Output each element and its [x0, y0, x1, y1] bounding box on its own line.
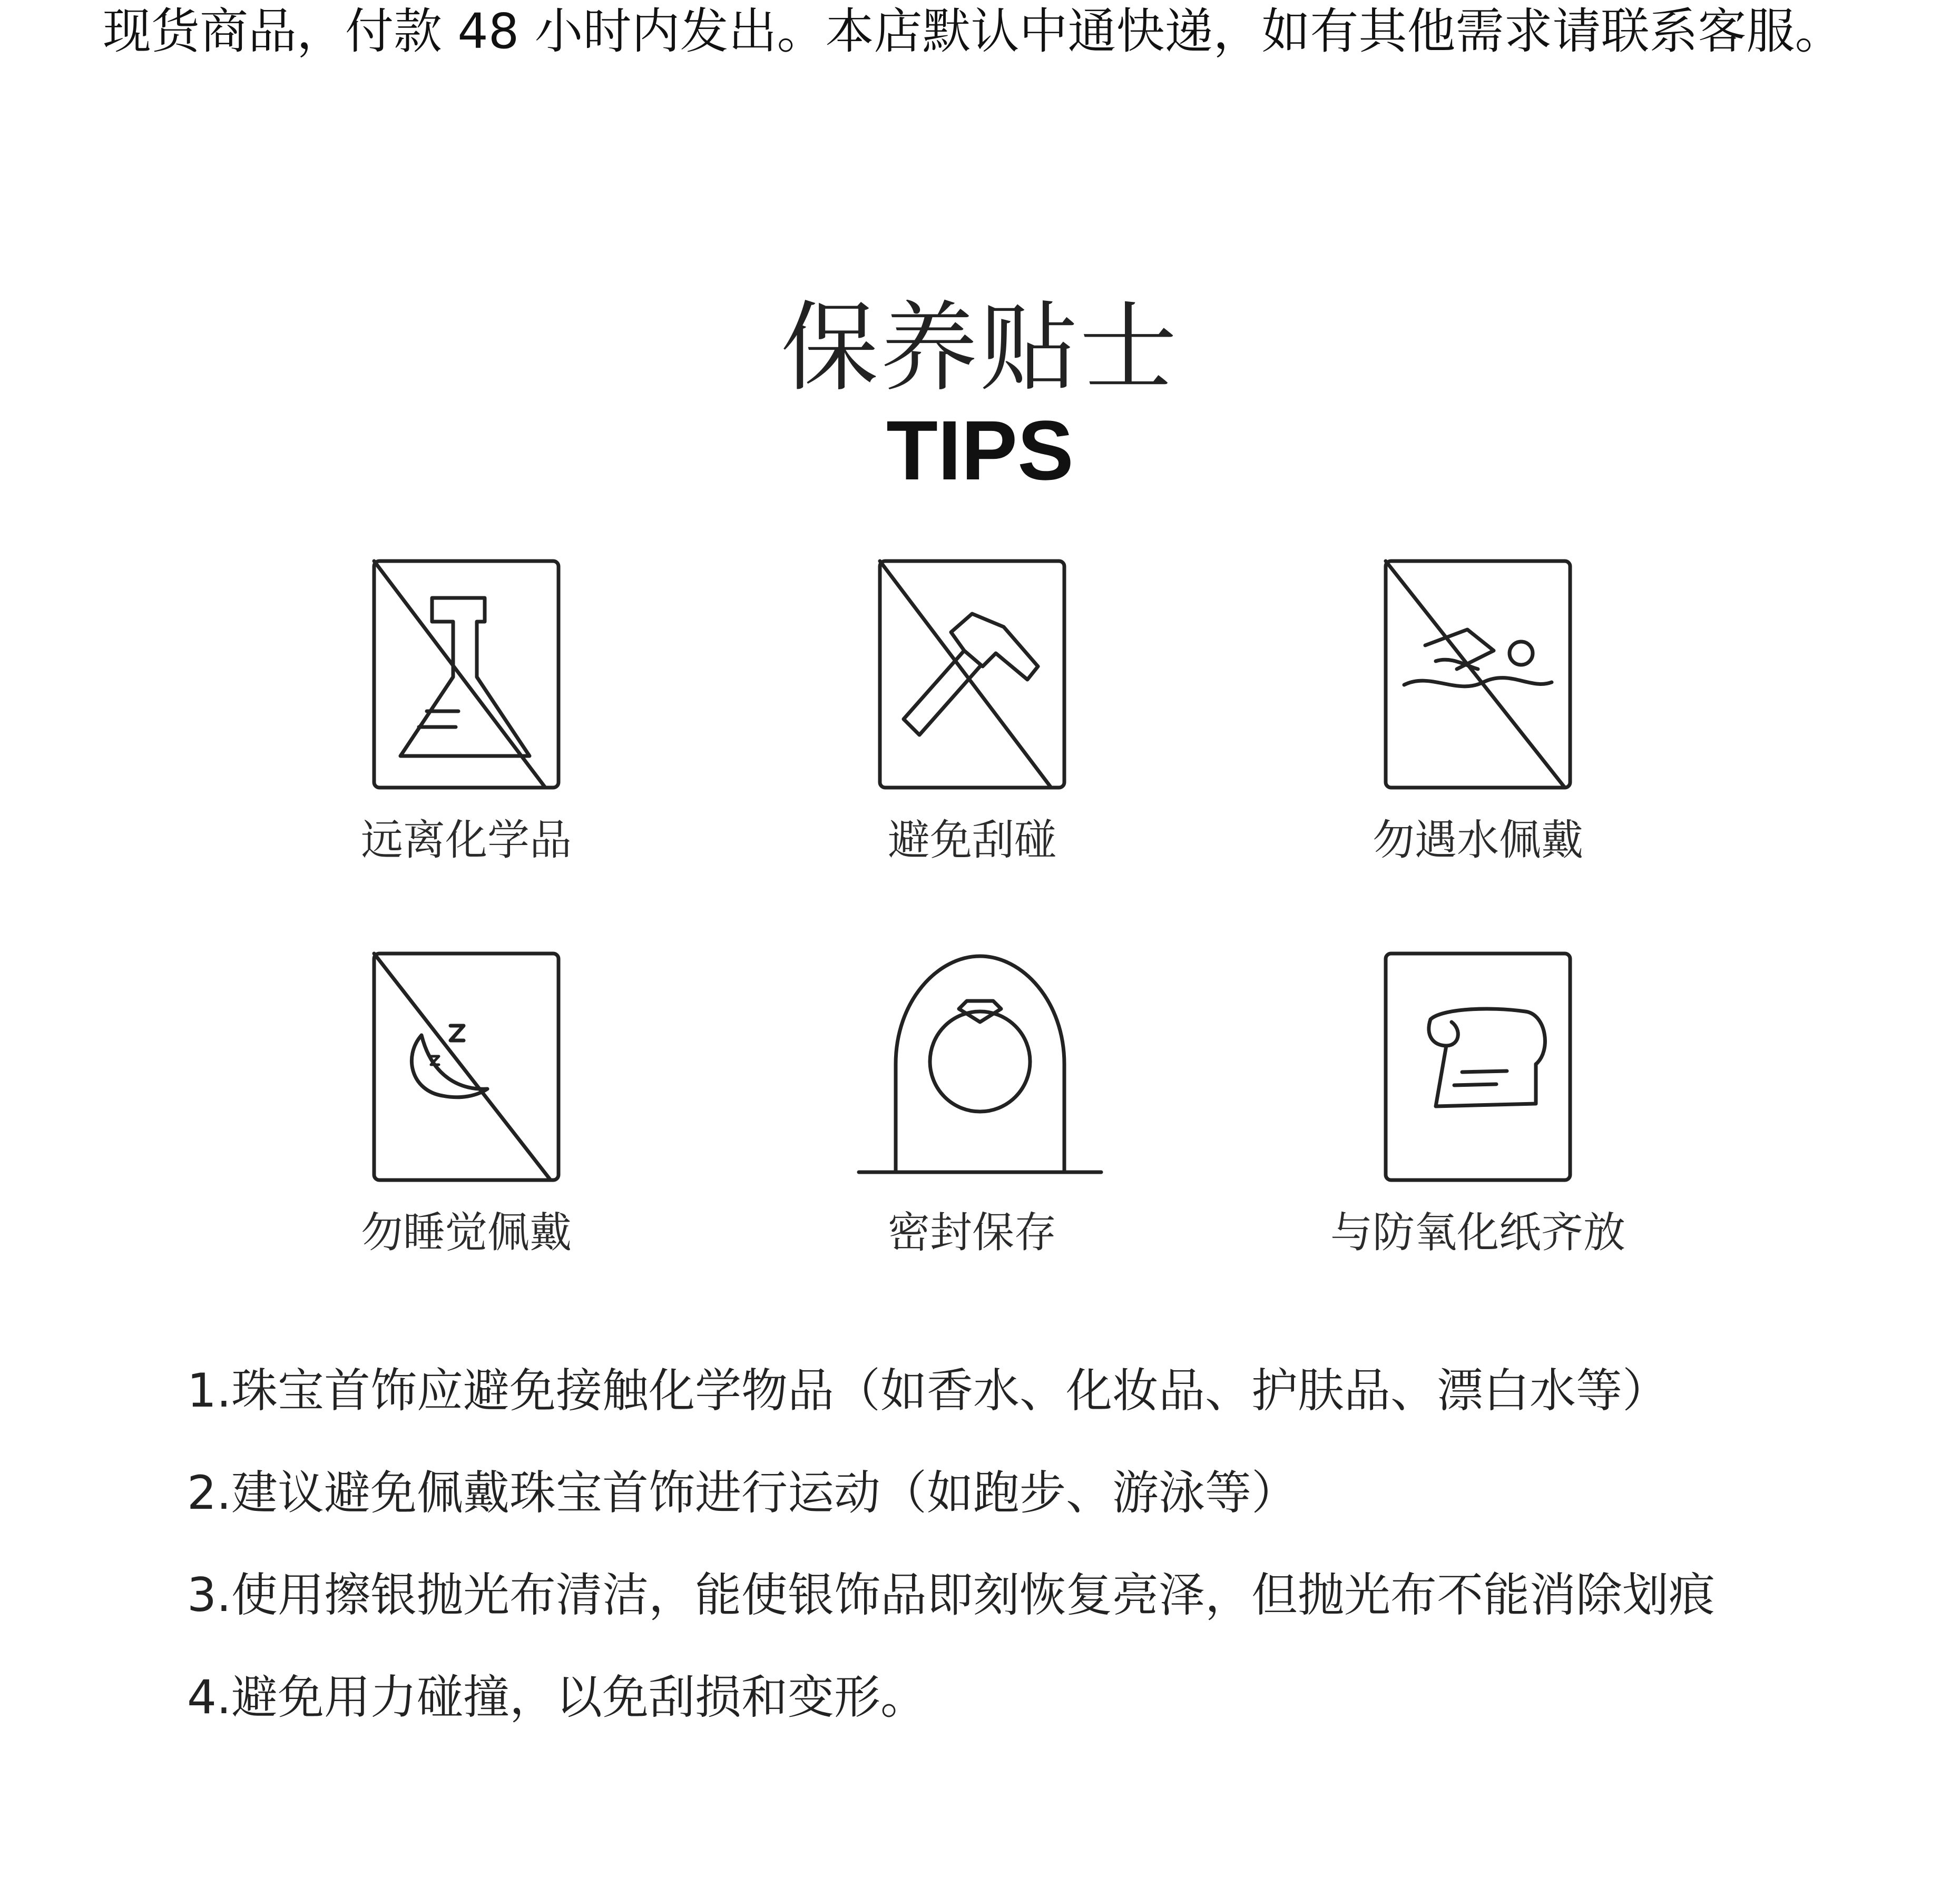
section-subtitle: TIPS: [886, 403, 1074, 497]
list-item: 4.避免用力碰撞，以免刮损和变形。: [187, 1670, 927, 1724]
icon-label: 勿遇水佩戴: [1373, 816, 1583, 865]
list-item: 2.建议避免佩戴珠宝首饰进行运动（如跑步、游泳等）: [187, 1466, 1298, 1520]
ring-box-icon: [854, 943, 1106, 1175]
hammer-prohibited-icon: [877, 558, 1067, 790]
list-item: 1.珠宝首饰应避免接触化学物品（如香水、化妆品、护肤品、漂白水等）: [187, 1363, 1669, 1418]
list-item: 3.使用擦银抛光布清洁，能使银饰品即刻恢复亮泽，但抛光布不能消除划痕: [187, 1568, 1715, 1622]
tips-list: [187, 1364, 1926, 1773]
section-title: 保养贴士: [781, 291, 1179, 405]
icon-label: 远离化学品: [361, 816, 572, 865]
paper-roll-icon: [1383, 951, 1573, 1183]
icon-label: 密封保存: [888, 1208, 1056, 1257]
sleep-prohibited-icon: [371, 951, 561, 1183]
icon-label: 避免刮碰: [888, 816, 1056, 865]
flask-prohibited-icon: [371, 558, 561, 790]
icon-label: 勿睡觉佩戴: [361, 1208, 572, 1257]
icon-label: 与防氧化纸齐放: [1330, 1208, 1625, 1257]
shipping-notice: 现货商品，付款 48 小时内发出。本店默认中通快递，如有其他需求请联系客服。: [103, 3, 1844, 60]
swimming-prohibited-icon: [1383, 558, 1573, 790]
